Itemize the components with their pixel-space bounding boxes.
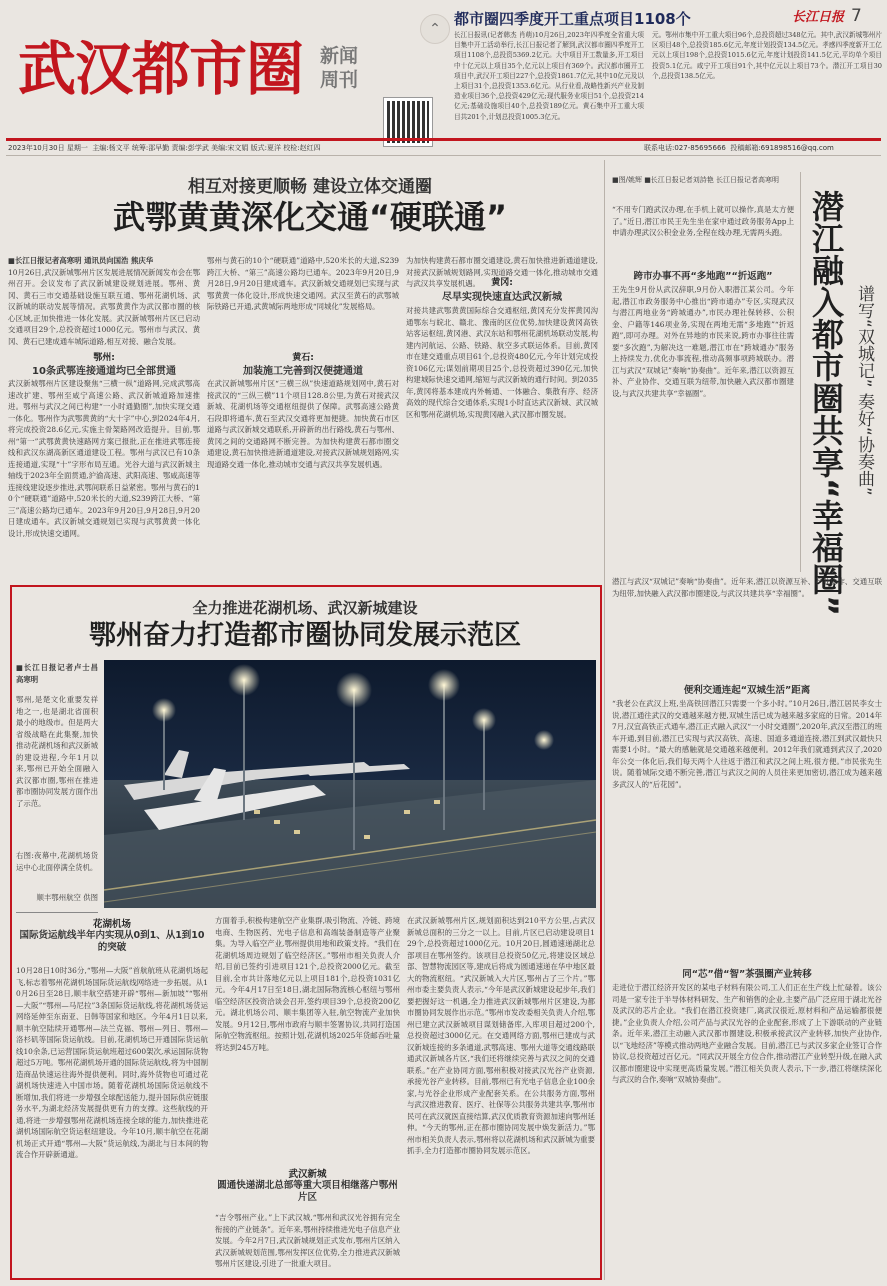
article2-col-c: 潜江与武汉“双城记”奏响“协奏曲”。近年来,潜江以资源互补、产业协作、交通互联为纽带,加快融入武汉都市圈建设,与武汉共建共享“幸福圈”。 — [612, 577, 882, 598]
article3-intro: 鄂州,是楚文化重要发祥地之一,也是湖北省面积最小的地级市。但是两大省级战略在此集聚,加快推动花湖机场和武汉新城的建设进程,今年1月以来,鄂州已开始全面融入武汉都市圈,鄂州在推进都市圈协同发展方面作出了示范。 — [16, 695, 98, 808]
top-news-right: 元。鄂州市集中开工重大项目96个,总投资超过348亿元。其中,武汉新城鄂州片区项目48个,总投资185.6亿元,年度计划投资134.5亿元。孝感四季度新开工亿元以上项目198个,总投资1015.6亿元,年度计划投资141.5亿元,平均单个项目投资5.1亿元。咸宁开工项目91个,其中亿元以上项目73个。潜江开工项目30个,总投资138.5亿元。 — [652, 31, 882, 80]
masthead-rule — [6, 138, 881, 141]
article2-col-b: 王先生9月份从武汉辞职,9月份入职潜江某公司。今年起,潜江市政务服务中心推出“跨市通办”专区,实现武汉与潜江两地业务“跨城通办”,市民办理社保转移、公积金、户籍等146项业务,实现在两地无需“多地跑”“折返跑”,即可办理。对外在异地的市民来说,跨市办事往往需要“多次跑”,为解决这一难题,潜江市在“跨城通办”服务上持续发力,优化办事流程,推动高频事项跨城联办。潜江与武汉“双城记”奏响“协奏曲”。近年来,潜江以资源互补、产业协作、交通互联为纽带,加快融入武汉都市圈建设,与武汉共建共享“幸福圈”。 — [612, 285, 794, 398]
article3-byline: ■长江日报记者卢士昌 高寒明 — [16, 663, 98, 684]
article2-sub2: 便利交通连起“双城生活”距离 — [683, 685, 811, 696]
article1-sub3: 尽早实现快速直达武汉新城 — [442, 292, 562, 303]
article1-sub2: 加装施工完善到汉便捷通道 — [243, 366, 363, 377]
article2-byline: ■图/姚辉 ■长江日报记者刘詩艳 长江日报记者高寒明 — [612, 176, 780, 184]
article3-sub2-tag: 武汉新城 — [288, 1169, 327, 1180]
article2-title-divider — [800, 172, 801, 572]
weekly-label: 新闻 周刊 — [320, 45, 359, 91]
article3-col3: 在武汉新城鄂州片区,规划面积达到210平方公里,占武汉新城总面积的三分之一以上。目前,片区已启动建设项目129个,总投资超过1000亿元。10月20日,圆通速递湖北总部项目在鄂州签约。该项目总投资50亿元,将建设区域总部、智慧物流园区等,建成后将成为圆通速递在华中地区最大的物流枢纽。“武汉新城入大片区,鄂州占了三个片。”鄂州市委主要负责人表示,“今年是武汉新城建设起步年,我们要把握好这一机遇,全力推进武汉新城鄂州片区建设,为都市圈协同发展作出示范。”鄂州市发改委相关负责人介绍,鄂州已建立武汉新城项目谋划储备库,入库项目超过200个,总投资超过3000亿元。在交通网络方面,鄂州已建成与武汉新城连接的多条通道,武鄂高速、鄂州大道等交通线路联通武汉新城各片区,“我们还将继续完善与武汉之间的交通联系。”在产业协同方面,鄂州积极对接武汉光谷产业资源,承接光谷产业转移。目前,鄂州已有光电子信息企业100余家,与光谷企业形成产业配套关系。在公共服务方面,鄂州与武汉推进教育、医疗、社保等公共服务共建共享,鄂州市民可在武汉就医直接结算,武汉优质教育资源加速向鄂州延伸。“今天的鄂州,正在都市圈协同发展中焕发新活力。”鄂州市相关负责人表示,鄂州将以花湖机场和武汉新城为重要抓手,全力打造都市圈协同发展示范区。 — [407, 916, 595, 1155]
article2-sub1: 跨市办事不再“多地跑”“折返跑” — [633, 271, 773, 282]
article1-col2: 鄂州与黄石的10个“硬联通”道路中,520米长的大道,S239跨江大桥、“第三”高速公路均已通车。2023年9月20日,9月28日,9月20日建成通车。武汉新城交通规划已实现与武鄂黄黄一体化设计,形成快速交通网。武汉至黄石的武鄂城际铁路已开通,武黄城际两地形成“同城化”发展格局。 — [207, 256, 399, 311]
back-to-top-button[interactable] — [420, 14, 450, 44]
photo-caption: 右图:夜幕中,花湖机场货运中心北面停满全货机。 — [16, 851, 98, 872]
article1-sub1: 10条武鄂连接通道均已全部贯通 — [32, 366, 176, 377]
article1-kicker: 相互对接更顺畅 建设立体交通圈 — [188, 177, 432, 197]
article1-col2b: 在武汉新城鄂州片区“三横三纵”快速道路规划网中,黄石对接武汉的“三纵三横”11个项目128.8公里,为黄石对接武汉新城、花湖机场等交通枢纽提供了保障。武鄂高速公路黄石段即将通车,黄石至武汉交通将更加便捷。加快黄石市区道路与武汉新城交通联系,开辟新的出行路线,黄石与鄂州、黄冈之间的交通路网不断完善。为加快构建黄石都市圈交通建设,黄石加快推进新通道建设,对接武汉新城规划路网,实现道路交通一体化,推动城市交通与武汉共享发展机遇。 — [207, 379, 399, 469]
paper-name: 长江日报 — [792, 10, 845, 25]
page-number: 7 — [851, 6, 862, 26]
contact-info: 联系电话:027-85695666 投稿邮箱:691898516@qq.com — [644, 144, 834, 152]
article3-headline: 鄂州奋力打造都市圈协同发展示范区 — [89, 620, 521, 651]
article2-col-e: 走进位于潜江经济开发区的某电子材料有限公司,工人们正在生产线上忙碌着。该公司是一家专注于半导体材料研发、生产和销售的企业,主要产品广泛应用于湖北光谷及武汉的芯片企业。“我们在潜江投资建厂,离武汉很近,原材料和产品运输都很便捷。”企业负责人介绍,公司产品与武汉光谷的企业配套,形成了上下游联动的产业链条。近年来,潜江主动融入武汉都市圈建设,积极承接武汉产业转移,加快产业协作,以“飞地经济”等模式推动两地产业融合发展。目前,潜江已与武汉多家企业签订合作协议,总投资超过百亿元。“同武汉开展全方位合作,推动潜江产业转型升级,在融入武汉都市圈建设中实现更高质量发展。”潜江相关负责人表示,下一步,潜江将继续深化与武汉的合作,奏响“双城协奏曲”。 — [612, 983, 882, 1084]
article1-sub1-tag: 鄂州: — [93, 353, 115, 363]
article1-sub2-tag: 黄石: — [292, 353, 314, 363]
airport-photo — [104, 660, 596, 908]
article3-sub1-tag: 花湖机场 — [92, 919, 131, 930]
top-headline: 都市圈四季度开工重点项目1108个 — [454, 10, 691, 28]
right-column-divider — [604, 160, 605, 1280]
article1-col1b: 武汉新城鄂州片区建设聚焦“三横一纵”道路网,完成武鄂高速改扩建、鄂州至咸宁高速公路、武汉新城道路加速推进。鄂州与武汉之间已构建“一小时通勤圈”,加快实现交通一体化。鄂州作为武鄂黄黄的“大十字”中心,到2024年4月,将完成投资28.6亿元,实施主骨架路网改造提升。目前,鄂州“第一”武鄂黄黄快速路网方案已报批,正在推进武鄂连接线和武汉东湖高新区通道建设工程。鄂州与武汉已有10条连接通道,实现“十”字形布局互通。光谷大道与武汉新城主轴线于2023年全面贯通,沪渝高速、武阳高速、鄂咸高速等连接线建设逐步推进,武鄂间联系日益紧密。鄂州与黄石的10个“硬联通”道路中,520米长的大道,S239跨江大桥、“第三”高速公路均已通车。2023年9月20日,9月28日,9月20日建成通车。武汉新城交通规划已实现与武鄂黄黄一体化设计,形成快速交通网。 — [8, 379, 200, 538]
chevron-up-icon: ⌃ — [429, 21, 441, 37]
article2-title: 潜江融入都市圈共享“幸福圈” — [807, 190, 845, 617]
article1-sub3-tag: 黄冈: — [491, 278, 513, 288]
article2-sub3: 同“芯”借“智”茶强圈产业转移 — [682, 969, 812, 980]
article3-col1: 10月28日10时36分,“鄂州—大阪”首航航班从花湖机场起飞,标志着鄂州花湖机场国际货运航线网络进一步拓展。从10月26日至28日,顺丰航空搭建开辟“鄂州—新加坡”“鄂州—大阪”“鄂州—马尼拉”3条国际货运航线,将花湖机场货运网络延伸至东南亚、日韩等国家和地区。今年4月1日以来,顺丰航空陆续开通鄂州—法兰克福、鄂州—列日、鄂州—洛杉矶等国际货运航线。目前,花湖机场已开通国际货运航线10余条,已运营国际货运航班超过600架次,承运国际货物超过5万吨。鄂州花湖机场开通的国际货运航线,将为中国制造商品快速运往海外提供便利。同时,海外货物也可通过花湖机场快速进入中国市场。随着花湖机场国际货运航线不断增加,我们将进一步增强全球配送能力,提升国际供应链服务水平,为湖北经济发展提供更有力的支撑。这些航线的开通,将进一步增强鄂州花湖机场连接全球的能力,加快推进花湖机场国际航空货运枢纽建设。今年10月,顺丰航空在花湖机场正式开通“鄂州—大阪”货运航线,为湖北与日本间的物流合作开辟新通道。 — [16, 966, 208, 1159]
top-news-left: 长江日报讯(记者韩杰 肖萌)10月26日,2023年四季度全省重大项目集中开工活动举行,长江日报记者了解到,武汉都市圈四季度开工项目1108个,总投资5369.2亿元。大中项目开工数量多,开工项目中十亿元以上项目35个,亿元以上项目有369个。武汉都市圈开工项目中,武汉开工项目227个,总投资1861.7亿元,其中10亿元及以上项目31个,总投资1353.6亿元。从行业看,战略性新兴产业及制造业项目36个,总投资429亿元;现代服务业项目51个,总投资214亿元;基础设施项目40个,总投资189亿元。黄石集中开工重大项目共201个,计划总投资1005.3亿元。 — [454, 31, 645, 121]
edition-info: 2023年10月30日 星期一 主编:杨文平 统筹:邵早勤 责编:彭学武 美编:宋文娟 版式:夏洋 校检:赵红四 — [8, 144, 321, 152]
article3-col2b: “吉令鄂州产业。”上下武汉城,“鄂州和武汉光谷拥有完全衔接的产业链条”。近年来,鄂州持续推进光电子信息产业发展。今年2月7日,武汉新城规划正式发布,鄂州片区纳入武汉新城规划范围,鄂州发挥区位优势,全力推进武汉新城鄂州片区建设,引进了一批重大项目。 — [215, 1213, 400, 1268]
article3-kicker: 全力推进花湖机场、武汉新城建设 — [192, 599, 418, 617]
article2-col-d: “我老公在武汉上班,坐高铁回潜江只需要一个多小时。”10月26日,潜江居民李女士说,潜江通往武汉的交通越来越方便,双城生活已成为越来越多家庭的日常。2014年7月,汉宜高铁正式通车,潜江正式融入武汉“一小时交通圈”,2020年,武汉至潜江的班车开通,到目前,潜江已实现与武汉高铁、高速、国道多通道连接,潜江到武汉最快只需要1小时。“最大的感触就是交通越来越便利。2012年我们就通到武汉了,2020年公交一体化后,我们每天两个人往返于潜江和武汉之间上班,很方便。”市民张先生说。随着城际交通不断完善,潜江与武汉之间的人员往来更加密切,潜江成为越来越多武汉人的“后花园”。 — [612, 699, 883, 789]
ezhou-section-divider — [16, 912, 98, 913]
article1-headline: 武鄂黄黄深化交通“硬联通” — [112, 198, 508, 236]
article1-col3b: 对接共建武鄂黄黄国际综合交通枢纽,黄冈充分发挥黄冈沟通鄂东与皖北、赣北、豫南的区位优势,加快建设黄冈高铁站客运枢纽,黄冈港、武汉东站和鄂州花湖机场联动发展,构建内河航运、公路、铁路、航空多式联运体系。目前,黄冈市在建交通重点项目61个,总投资480亿元,今年计划完成投资106亿元;谋划前期项目25个,总投资超过390亿元,加快构建城际快速交通网,缩短与武汉新城的通行时间。到2035年,黄冈将基本建成内外畅通、一体融合、集散有序、经济高效的现代综合交通体系,实现1小时直达武汉新城、武汉城区和鄂州花湖机场,实现黄冈融入武汉都市圈发展。 — [406, 306, 599, 419]
article2-subtitle: 谱写“双城记” 奏好“协奏曲” — [854, 285, 874, 496]
article3-col2: 方面着手,积极构建航空产业集群,吸引物流、冷链、跨境电商、生物医药、光电子信息和高端装备制造等产业聚集。为导入临空产业,鄂州提供用地和政策支持。“我们在花湖机场周边规划了临空经济区。”鄂州市相关负责人介绍,目前已签约引进项目121个,总投资2000亿元。截至目前,全市共计落地亿元以上项目181个,总投资1031亿元。今年4月17日至18日,湖北国际物流核心枢纽与鄂州临空经济区投资洽谈会召开,签约项目39个,总投资200亿元。湖北机场公司、顺丰集团等入驻,航空物流产业加快发展。9月12日,鄂州市政府与顺丰签署协议,共同打造国际航空物流枢纽。按照计划,花湖机场2025年货邮吞吐量将达到245万吨。 — [215, 916, 401, 1052]
photo-credit: 顺丰鄂州航空 供图 — [36, 893, 98, 902]
article1-col3: 为加快构建黄石都市圈交通建设,黄石加快推进新通道建设,对接武汉新城规划路网,实现道路交通一体化,推动城市交通与武汉共享发展机遇。 — [406, 256, 598, 288]
article3-sub2: 圆通快递湖北总部等重大项目相继落户鄂州片区 — [217, 1180, 398, 1203]
article3-sub1: 国际货运航线半年内实现从0到1、从1到10的突破 — [19, 930, 205, 953]
header-divider — [6, 155, 881, 156]
article2-col-a: “不用专门跑武汉办理,在手机上就可以操作,真是太方便了。”近日,潜江市民王先生坐在家中通过政务服务App上申请办理武汉公积金业务,全程在线办理,无需两头跑。 — [612, 205, 794, 237]
article1-col1: ■长江日报记者高寒明 通讯员向国浩 熊庆华 10月26日,武汉新城鄂州片区发展进展情况新闻发布会在鄂州召开。会议发布了武汉新城建设规划进展。鄂州、黄冈、黄石三市交通基础设施互联互通、鄂州花湖机场、武汉新城的联动发展等情况。武鄂黄黄作为武汉都市圈的核心区域,正加快推进一体化发展。武汉新城鄂州片区已启动交通项目29个,总投资超过1000亿元。鄂州市与武汉、黄冈、黄石已建成通车城际道路,相互对接、融合发展。 — [8, 256, 200, 346]
masthead-title: 武汉都市圈 — [18, 35, 304, 103]
